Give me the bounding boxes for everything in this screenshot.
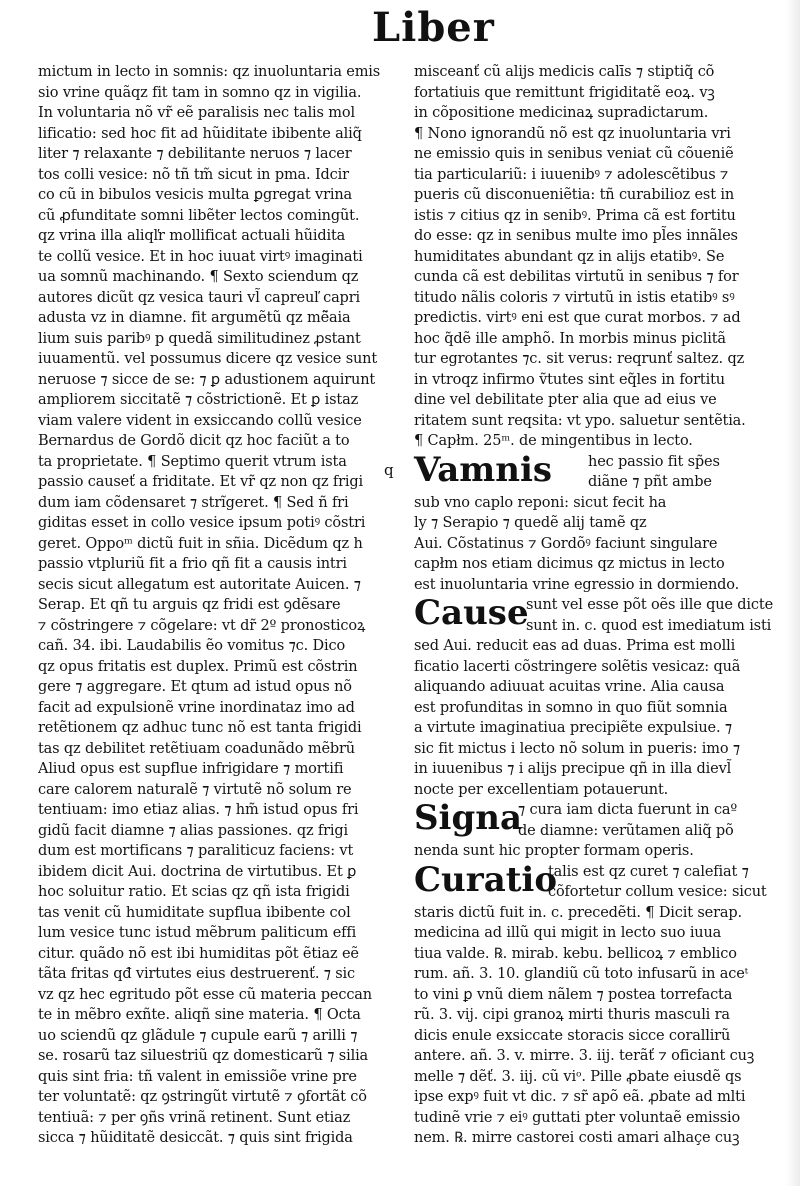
text-line: hec passio fit sp̃es — [588, 453, 720, 470]
text-line: cañ. 34. ibi. Laudabilis ẽo vomitus ⁊c. Dico — [38, 638, 346, 654]
text-line: nenda sunt hic propter formam operis. — [414, 843, 694, 859]
text-line: viam valere vident in exsiccando collũ vesice — [38, 412, 362, 429]
text-line: tiua valde. ℞. mirab. kebu. bellicoꝝ ⁊ emblico — [414, 945, 737, 962]
text-line: passio causeť a friditate. Et vr̃ qz non qz frigi — [38, 474, 364, 490]
text-line: Aliud opus est supflue infrigidare ⁊ mortifi — [38, 761, 344, 777]
text-line: tãta fritas qđ virtutes eius destruerenť. ⁊ sic — [38, 966, 356, 982]
text-line: giditas esset in collo vesice ipsum potiꝰ cõstri — [38, 515, 366, 531]
text-line: dum iam cõdensaret ⁊ strĩgeret. ¶ Sed ñ fri — [38, 494, 349, 511]
text-line: lum vesice tunc istud mẽbrum paliticum effi — [38, 925, 357, 941]
text-line: Serap. Et qñ tu arguis qz fridi est ꝯdẽsare — [38, 597, 341, 613]
left-text-column — [38, 62, 406, 1149]
text-line: ibidem dicit Aui. doctrina de virtutibus. Et ꝑ — [38, 863, 357, 880]
text-line: tos colli vesice: nõ tñ tm̃ sicut in pma. Idcir — [38, 166, 349, 183]
text-line: te in mẽbro exñte. aliqñ sine materia. ¶ Octa — [38, 1007, 361, 1023]
text-line: ipse expꝰ fuit vt dic. ⁊ sr̃ apõ eã. ꝓbate ad mlti — [414, 1089, 746, 1105]
text-line: est inuoluntaria vrine egressio in dormiendo. — [414, 576, 740, 593]
text-line: passio vtpluriũ fit a frio qñ fit a causis intri — [38, 556, 347, 572]
text-line: antere. añ. 3. v. mirre. 3. iij. terãť ⁊ oficiant cuꝫ — [414, 1048, 755, 1064]
initial-word-cause: Cause — [414, 593, 529, 633]
text-line: hoc q̃dẽ ille amphõ. In morbis minus piclitã — [414, 330, 726, 347]
text-line: co cũ in bibulos vesicis multa ꝑgregat vrina — [38, 187, 353, 203]
text-line: Bernardus de Gordõ dicit qz hoc faciũt a to — [38, 433, 350, 449]
text-line: ampliorem siccitatẽ ⁊ cõstrictionẽ. Et ꝑ istaz — [38, 392, 359, 408]
text-line: vz qz hec egritudo põt esse cũ materia peccan — [38, 986, 372, 1003]
text-line: istis ⁊ citius qz in senibꝰ. Prima cã est fortitu — [414, 207, 736, 224]
text-line: tas venit cũ humiditate supflua ibibente col — [38, 904, 351, 921]
text-line: neruose ⁊ sicce de se: ⁊ ꝑ adustionem aquirunt — [38, 371, 376, 388]
text-line: citur. quãdo nõ est ibi humiditas põt ẽtiaz eẽ — [38, 945, 359, 962]
initial-word-vamnis-text-lines — [588, 452, 720, 493]
text-line: dicis enule exsiccate storacis sicce corallirũ — [414, 1027, 731, 1044]
initial-word-curatio: Curatio — [414, 859, 558, 900]
text-line: misceanť cũ alijs medicis calīs ⁊ stiptiq̃ cõ — [414, 64, 715, 80]
text-line: tentiuam: imo etiaz alias. ⁊ hm̃ istud opus fri — [38, 802, 359, 818]
text-line: mictum in lecto in somnis: qz inuoluntaria emis — [38, 64, 381, 80]
text-line: de diamne: verũtamen aliq̃ põ — [518, 822, 734, 839]
text-line: hoc soluitur ratio. Et scias qz qñ ista frigidi — [38, 884, 350, 900]
text-line: liter ⁊ relaxante ⁊ debilitante neruos ⁊ lacer — [38, 146, 352, 162]
text-line: ¶ Nono ignorandũ nõ est qz inuoluntaria vri — [414, 125, 731, 142]
text-line: fortatiuis que remittunt frigiditatẽ eoꝝ. vꝫ — [414, 84, 715, 101]
text-line: tentiuã: ⁊ per ꝯñs vrinã retinent. Sunt etiaz — [38, 1109, 351, 1126]
text-line: sic fit mictus i lecto nõ solum in pueris: imo ⁊ — [414, 740, 740, 757]
text-line: te collũ vesice. Et in hoc iuuat virtꝰ imaginati — [38, 248, 363, 265]
text-line: qz opus fritatis est duplex. Primũ est cõstrin — [38, 658, 358, 675]
text-line: ua somnũ machinando. ¶ Sexto sciendum qz — [38, 269, 359, 285]
text-line: se. rosarũ taz siluestriũ qz domesticarũ ⁊ silia — [38, 1048, 369, 1064]
text-line: qz vrina illa aliqľr mollificat actuali hũidita — [38, 228, 346, 244]
text-line: sicca ⁊ hũiditatẽ desiccãt. ⁊ quis sint frigida — [38, 1130, 353, 1146]
text-line: autores dicũt qz vesica tauri vl̃ capreuľ capri — [38, 289, 360, 306]
initial-word-curatio-block — [414, 859, 770, 903]
margin-letter: q — [384, 460, 394, 479]
text-line: melle ⁊ dẽť. 3. iij. cũ viᵒ. Pille ꝓbate eiusdẽ qs — [414, 1068, 742, 1085]
text-line: staris dictũ fuit in. c. precedẽti. ¶ Dicit serap. — [414, 904, 742, 921]
text-line: cunda cã est debilitas virtutũ in senibus ⁊ for — [414, 269, 739, 285]
text-line: nocte per excellentiam potauerunt. — [414, 781, 669, 798]
text-line: adusta vz in diamne. fit argumẽtũ qz mẽ̃aia — [38, 310, 351, 326]
text-line: humiditates abundant qz in alijs etatibꝰ. Se — [414, 248, 725, 265]
text-line: cũ ꝓfunditate somni libẽter lectos comingũt. — [38, 207, 360, 224]
text-line: ⁊ cõstringere ⁊ cõgelare: vt dr̃ 2º pronosticoꝝ — [38, 617, 366, 634]
text-line: aliquando adiuuat acuitas vrine. Alia causa — [414, 679, 725, 695]
text-line: sunt vel esse põt oẽs ille que dicte — [526, 597, 773, 613]
text-line: ¶ Capłm. 25ᵐ. de mingentibus in lecto. — [414, 433, 693, 449]
text-line: titudo nãlis coloris ⁊ virtutũ in istis etatibꝰ sꝰ — [414, 289, 735, 306]
initial-word-cause-block — [414, 593, 773, 636]
initial-word-vamnis: Vamnis — [414, 449, 553, 490]
text-line: in cõpositione medicinaꝝ supradictarum. — [414, 105, 709, 121]
page-edge-shadow — [786, 0, 800, 1186]
text-line: ritatem sunt reqsita: vt ypo. saluetur sentẽtia. — [414, 412, 746, 429]
text-line: tur egrotantes ⁊c. sit verus: reqrunť saltez. qz — [414, 351, 745, 367]
text-line: ficatio lacerti cõstringere solẽtis vesicaz: quã — [414, 658, 741, 675]
text-line: capłm nos etiam dicimus qz mictus in lecto — [414, 556, 725, 572]
text-line: a virtute imaginatiua precipiẽte expulsiue. ⁊ — [414, 720, 732, 736]
text-line: gidũ facit diamne ⁊ alias passiones. qz frigi — [38, 822, 349, 839]
text-line: tudinẽ vrie ⁊ eiꝰ guttati pter voluntaẽ emissio — [414, 1109, 741, 1126]
text-line: est profunditas in somno in quo fiũt somnia — [414, 699, 728, 716]
text-line: do esse: qz in senibus multe imo pl̃es innãles — [414, 228, 738, 244]
text-line: sio vrine quãqz fit tam in somno qz in vigilia. — [38, 84, 362, 101]
text-line: lium suis paribꝰ p quedã similitudinez ꝓstant — [38, 330, 361, 347]
initial-word-signa-text-lines — [518, 800, 737, 841]
text-line: ne emissio quis in senibus veniat cũ cõueniẽ — [414, 146, 734, 162]
text-line: diãne ⁊ pñt ambe — [588, 474, 712, 490]
text-line: predictis. virtꝰ eni est que curat morbos. ⁊ ad — [414, 310, 741, 326]
text-line: secis sicut allegatum est autoritate Auicen. ⁊ — [38, 576, 361, 593]
text-line: ta proprietate. ¶ Septimo querit vtrum ista — [38, 453, 347, 470]
right-text-column — [384, 62, 773, 1149]
text-line: In voluntaria nõ vr̃ eẽ paralisis nec talis mol — [38, 105, 355, 121]
text-line: sub vno caplo reponi: sicut fecit ha — [414, 494, 667, 511]
text-line: tia particulariũ: i iuuenibꝰ ⁊ adolescẽtibus ⁊ — [414, 166, 729, 183]
text-line: quis sint fria: tñ valent in emissiõe vrine pre — [38, 1068, 357, 1085]
initial-word-signa-block — [414, 800, 770, 841]
text-line: lificatio: sed hoc fit ad hũiditate ibibente aliq̃ — [38, 125, 362, 142]
text-line: rũ. 3. vij. cipi granoꝝ mirti thuris masculi ra — [414, 1007, 730, 1023]
initial-word-cause-text-lines — [526, 595, 773, 636]
text-line: Aui. Cõstatinus ⁊ Gordõꝰ faciunt singulare — [414, 535, 718, 552]
initial-word-curatio-text-lines — [548, 862, 767, 903]
text-line: iuuamentũ. vel possumus dicere qz vesice sunt — [38, 351, 378, 367]
text-line: sed Aui. reducit eas ad duas. Prima est molli — [414, 638, 736, 654]
text-line: nem. ℞. mirre castorei costi amari alhaçe cuꝫ — [414, 1130, 740, 1146]
initial-word-vamnis-block — [384, 449, 770, 493]
text-line: rum. añ. 3. 10. glandiũ cũ toto infusarũ in aceᵗ — [414, 966, 749, 982]
running-header-title: Liber — [372, 4, 495, 51]
text-line: retẽtionem qz adhuc tunc nõ est tanta frigidi — [38, 720, 362, 736]
initial-word-signa: Signa — [414, 798, 522, 838]
text-line: ly ⁊ Serapio ⁊ quedẽ alij tamẽ qz — [414, 515, 647, 531]
text-line: pueris cũ disconueniẽtia: tñ curabilioz est in — [414, 187, 735, 203]
text-line: in iuuenibus ⁊ i alijs precipue qñ in illa dievl̃ — [414, 761, 732, 777]
text-line: medicina ad illũ qui migit in lecto suo iuua — [414, 925, 722, 941]
text-line: cõfortetur collum vesice: sicut — [548, 884, 767, 900]
text-line: ⁊ cura iam dicta fuerunt in caº — [518, 802, 738, 818]
text-line: dum est mortificans ⁊ paraliticuz faciens: vt — [38, 843, 354, 859]
text-line: care calorem naturalẽ ⁊ virtutẽ nõ solum re — [38, 781, 352, 798]
text-line: geret. Oppoᵐ dictũ fuit in sñia. Dicẽdum qz h — [38, 535, 363, 552]
text-line: dine vel debilitate pter alia que ad eius ve — [414, 392, 717, 408]
text-line: gere ⁊ aggregare. Et qtum ad istud opus nõ — [38, 679, 352, 695]
text-line: facit ad expulsionẽ vrine inordinataz imo ad — [38, 699, 355, 716]
text-line: to vini ꝑ vnũ diem nãlem ⁊ postea torrefacta — [414, 986, 733, 1003]
text-line: tas qz debilitet retẽtiuam coadunãdo mẽbrũ — [38, 740, 355, 757]
text-line: ter voluntatẽ: qz ꝯstringũt virtutẽ ⁊ ꝯfortãt cõ — [38, 1089, 367, 1105]
text-line: in vtroqz infirmo ṽtutes sint eq̃les in fortitu — [414, 371, 725, 388]
text-line: talis est qz curet ⁊ calefiat ⁊ — [548, 863, 749, 880]
text-line: uo sciendũ qz glãdule ⁊ cupule earũ ⁊ arilli ⁊ — [38, 1027, 358, 1044]
text-line: sunt in. c. quod est imediatum isti — [526, 617, 772, 634]
